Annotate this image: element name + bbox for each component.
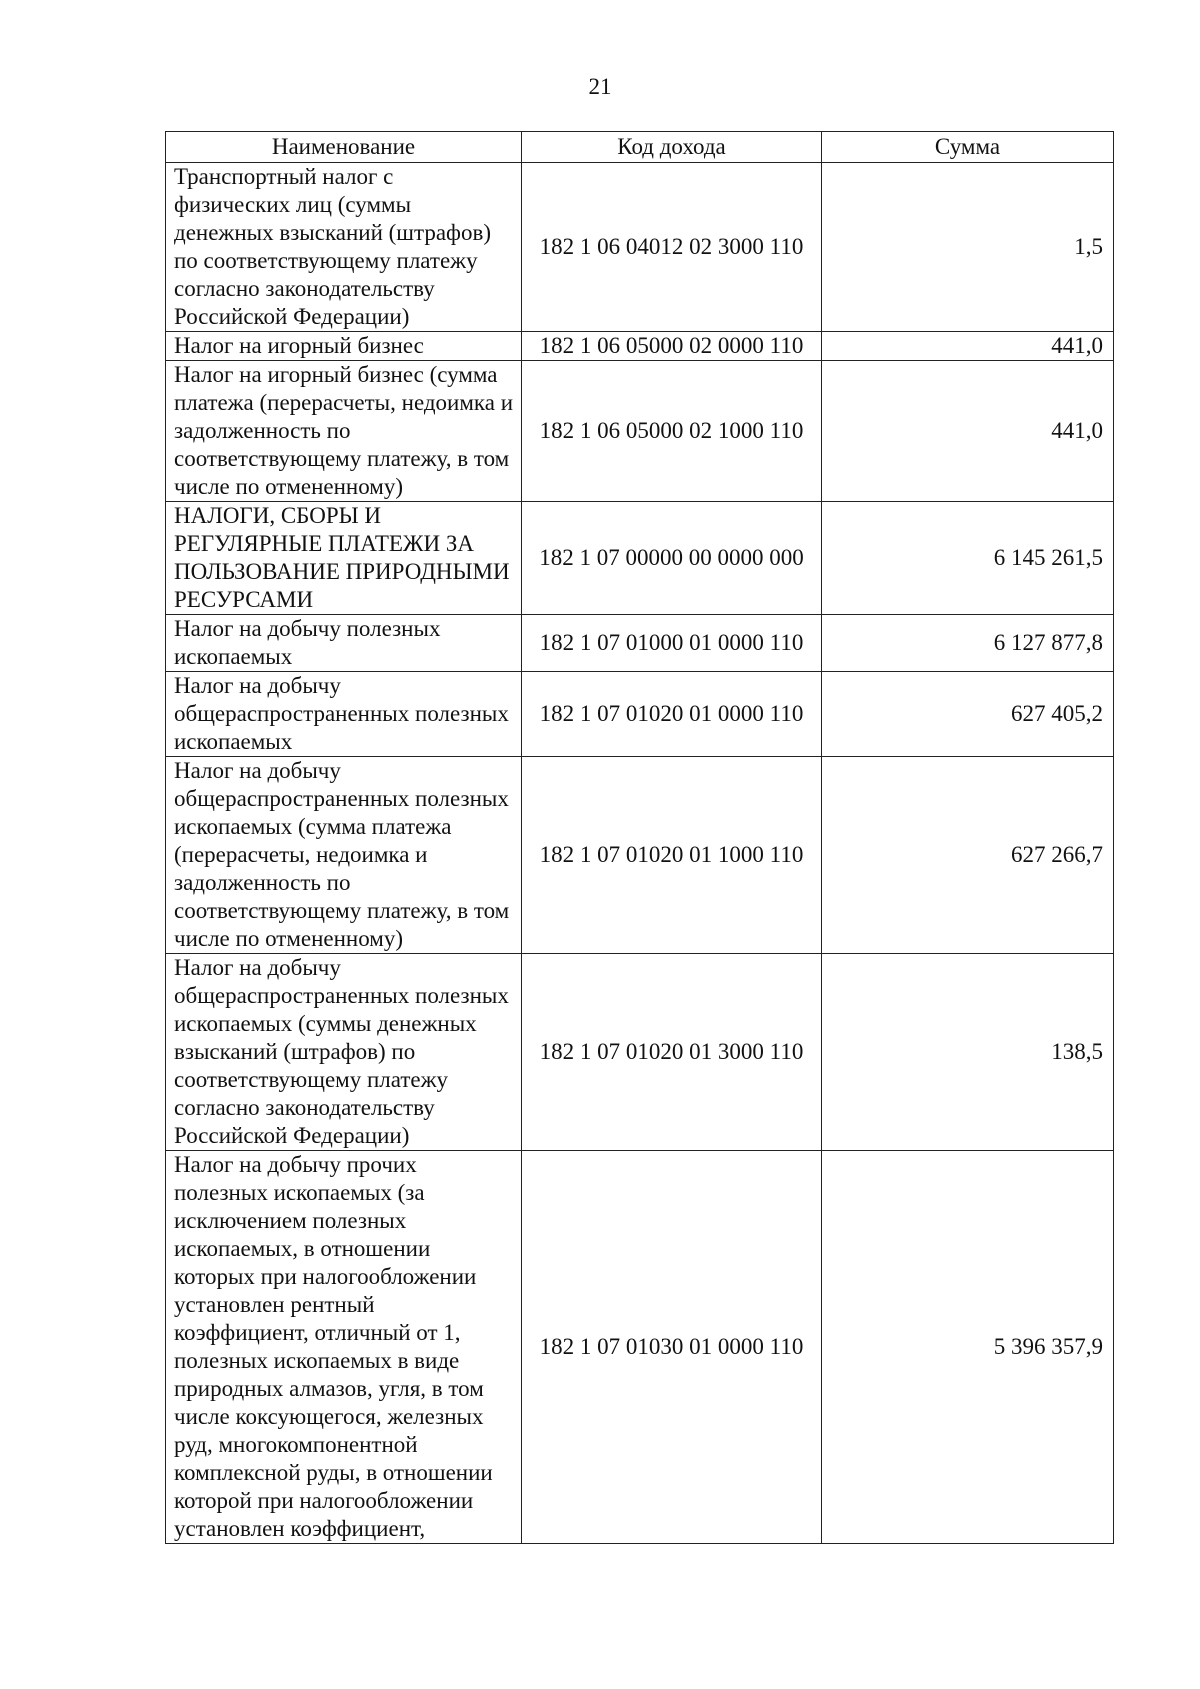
row-sum: 138,5 <box>822 954 1114 1151</box>
row-name: Налог на игорный бизнес <box>166 332 522 361</box>
row-sum: 441,0 <box>822 361 1114 502</box>
row-sum: 627 405,2 <box>822 672 1114 757</box>
row-code: 182 1 07 01000 01 0000 110 <box>522 615 822 672</box>
row-code: 182 1 07 00000 00 0000 000 <box>522 502 822 615</box>
row-sum: 1,5 <box>822 163 1114 332</box>
row-sum: 5 396 357,9 <box>822 1151 1114 1544</box>
row-sum: 627 266,7 <box>822 757 1114 954</box>
row-code: 182 1 06 05000 02 0000 110 <box>522 332 822 361</box>
row-name: Налог на добычу полезных ископаемых <box>166 615 522 672</box>
row-code: 182 1 07 01020 01 0000 110 <box>522 672 822 757</box>
revenue-table <box>165 131 1114 1544</box>
row-code: 182 1 07 01020 01 3000 110 <box>522 954 822 1151</box>
row-name: НАЛОГИ, СБОРЫ И РЕГУЛЯРНЫЕ ПЛАТЕЖИ ЗА ПОЛЬЗОВАНИЕ ПРИРОДНЫМИ РЕСУРСАМИ <box>166 502 522 615</box>
table-row <box>166 502 1114 615</box>
table-row <box>166 672 1114 757</box>
row-name: Налог на добычу общераспространенных полезных ископаемых (суммы денежных взысканий (штрафов) по соответствующему платежу согласно законодательству Российской Федерации) <box>166 954 522 1151</box>
row-name: Транспортный налог с физических лиц (суммы денежных взысканий (штрафов) по соответствующему платежу согласно законодательству Российской Федерации) <box>166 163 522 332</box>
header-code: Код дохода <box>522 132 822 163</box>
row-name: Налог на добычу общераспространенных полезных ископаемых <box>166 672 522 757</box>
row-name: Налог на игорный бизнес (сумма платежа (перерасчеты, недоимка и задолженность по соответствующему платежу, в том числе по отмененному) <box>166 361 522 502</box>
row-name: Налог на добычу общераспространенных полезных ископаемых (сумма платежа (перерасчеты, недоимка и задолженность по соответствующему платежу, в том числе по отмененному) <box>166 757 522 954</box>
table-row <box>166 1151 1114 1544</box>
table-row <box>166 615 1114 672</box>
row-code: 182 1 06 05000 02 1000 110 <box>522 361 822 502</box>
header-name: Наименование <box>166 132 522 163</box>
row-name: Налог на добычу прочих полезных ископаемых (за исключением полезных ископаемых, в отношении которых при налогообложении установлен рентный коэффициент, отличный от 1, полезных ископаемых в виде природных алмазов, угля, в том числе коксующегося, железных руд, многокомпонентной комплексной руды, в отношении которой при налогообложении установлен коэффициент, <box>166 1151 522 1544</box>
row-code: 182 1 07 01030 01 0000 110 <box>522 1151 822 1544</box>
row-code: 182 1 06 04012 02 3000 110 <box>522 163 822 332</box>
row-sum: 441,0 <box>822 332 1114 361</box>
table-row <box>166 361 1114 502</box>
header-sum: Сумма <box>822 132 1114 163</box>
table-row <box>166 757 1114 954</box>
page-number: 21 <box>588 74 612 99</box>
table-row <box>166 163 1114 332</box>
table-row <box>166 332 1114 361</box>
row-sum: 6 145 261,5 <box>822 502 1114 615</box>
table-header-row <box>166 132 1114 163</box>
row-sum: 6 127 877,8 <box>822 615 1114 672</box>
table-row <box>166 954 1114 1151</box>
row-code: 182 1 07 01020 01 1000 110 <box>522 757 822 954</box>
